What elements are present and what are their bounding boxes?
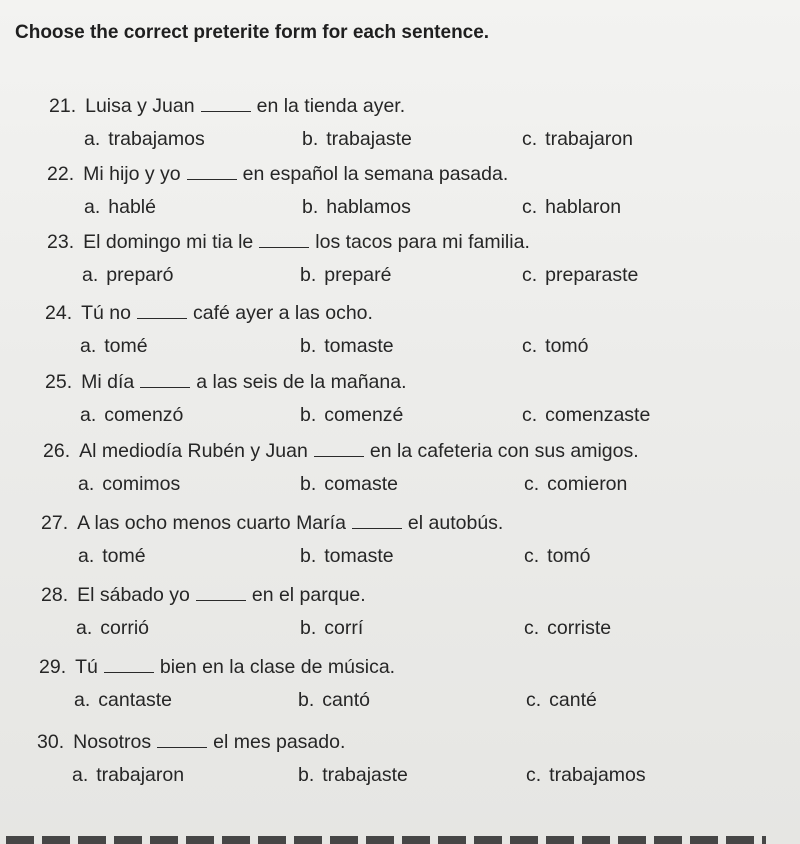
option-letter: b. [300, 264, 317, 286]
question-stem [43, 440, 639, 463]
answer-option [524, 617, 611, 640]
option-text: tomé [104, 335, 148, 357]
option-text: corriste [547, 617, 612, 639]
answer-option [76, 617, 149, 640]
option-text: preparaste [545, 264, 639, 286]
option-text: comaste [324, 473, 398, 495]
option-letter: c. [522, 404, 538, 426]
question-stem [45, 302, 373, 325]
answer-option [524, 545, 591, 568]
option-letter: a. [74, 689, 91, 711]
question-number: 22. [47, 163, 75, 185]
stem-text-after-blank: a las seis de la mañana. [196, 371, 407, 393]
option-text: hablé [108, 196, 156, 218]
answer-blank [314, 440, 364, 457]
option-text: preparé [324, 264, 392, 286]
option-text: canté [549, 689, 597, 711]
answer-blank [259, 231, 309, 248]
option-text: cantó [322, 689, 370, 711]
question-stem [45, 371, 407, 394]
answer-option [526, 764, 646, 787]
option-letter: c. [526, 764, 542, 786]
option-letter: a. [78, 545, 95, 567]
question-number: 21. [49, 95, 77, 117]
option-text: trabajaste [326, 128, 412, 150]
option-text: comenzaste [545, 404, 651, 426]
question-number: 23. [47, 231, 75, 253]
answer-option [300, 617, 363, 640]
option-letter: c. [526, 689, 542, 711]
cut-off-next-section [0, 828, 800, 844]
answer-blank [187, 163, 237, 180]
question-stem [41, 584, 366, 607]
question-item [0, 512, 800, 584]
option-text: trabajaron [96, 764, 185, 786]
question-number: 28. [41, 584, 69, 606]
option-letter: a. [84, 196, 101, 218]
option-letter: b. [300, 335, 317, 357]
stem-text-after-blank: en la cafeteria con sus amigos. [369, 440, 639, 462]
answer-option [522, 335, 589, 358]
option-letter: c. [524, 473, 540, 495]
option-letter: b. [300, 404, 317, 426]
answer-option [302, 196, 411, 219]
answer-option [78, 473, 180, 496]
question-item [0, 231, 800, 303]
option-letter: c. [524, 545, 540, 567]
question-number: 29. [39, 656, 67, 678]
option-text: cantaste [98, 689, 172, 711]
cut-off-text-fragment [6, 836, 766, 844]
option-letter: a. [82, 264, 99, 286]
stem-text-before-blank: El domingo mi tia le [83, 231, 254, 253]
option-text: comimos [102, 473, 181, 495]
stem-text-after-blank: café ayer a las ocho. [192, 302, 373, 324]
answer-blank [157, 731, 207, 748]
option-text: comenzó [104, 404, 184, 426]
option-text: corrí [324, 617, 364, 639]
option-text: trabajaste [322, 764, 408, 786]
question-item [0, 163, 800, 235]
question-stem [47, 163, 508, 186]
option-letter: c. [522, 128, 538, 150]
option-text: comenzé [324, 404, 404, 426]
option-letter: a. [78, 473, 95, 495]
answer-option [72, 764, 184, 787]
question-number: 27. [41, 512, 69, 534]
stem-text-before-blank: A las ocho menos cuarto María [77, 512, 346, 534]
option-letter: b. [300, 617, 317, 639]
answer-option [526, 689, 597, 712]
answer-option [300, 335, 394, 358]
option-text: tomó [547, 545, 591, 567]
option-text: hablaron [545, 196, 622, 218]
answer-option [300, 545, 394, 568]
option-letter: c. [522, 196, 538, 218]
answer-option [524, 473, 627, 496]
stem-text-after-blank: en la tienda ayer. [256, 95, 406, 117]
question-item [0, 440, 800, 512]
answer-option [522, 196, 621, 219]
answer-option [300, 404, 403, 427]
answer-option [298, 689, 370, 712]
answer-option [74, 689, 172, 712]
stem-text-before-blank: Nosotros [73, 731, 152, 753]
option-letter: a. [80, 335, 97, 357]
option-letter: b. [302, 128, 319, 150]
question-item [0, 95, 800, 167]
answer-option [82, 264, 173, 287]
answer-blank [196, 584, 246, 601]
answer-option [522, 404, 650, 427]
stem-text-before-blank: Mi día [81, 371, 135, 393]
question-stem [39, 656, 395, 679]
stem-text-before-blank: Tú no [81, 302, 131, 324]
question-item [0, 584, 800, 656]
option-text: tomaste [324, 545, 394, 567]
answer-blank [137, 302, 187, 319]
answer-option [80, 335, 148, 358]
question-stem [49, 95, 405, 118]
answer-option [302, 128, 412, 151]
stem-text-before-blank: Luisa y Juan [85, 95, 195, 117]
stem-text-after-blank: el autobús. [407, 512, 504, 534]
question-number: 25. [45, 371, 73, 393]
question-item [0, 371, 800, 443]
question-stem [41, 512, 503, 535]
stem-text-after-blank: el mes pasado. [213, 731, 346, 753]
answer-option [84, 128, 205, 151]
stem-text-before-blank: El sábado yo [77, 584, 190, 606]
option-text: tomó [545, 335, 589, 357]
option-letter: b. [298, 764, 315, 786]
option-text: corrió [100, 617, 150, 639]
answer-option [298, 764, 408, 787]
answer-blank [104, 656, 154, 673]
question-item [0, 656, 800, 728]
question-stem [37, 731, 345, 754]
option-letter: b. [300, 545, 317, 567]
option-text: trabajamos [549, 764, 646, 786]
instruction-heading: Choose the correct preterite form for each sentence. [15, 22, 490, 43]
option-letter: c. [522, 335, 538, 357]
question-number: 24. [45, 302, 73, 324]
answer-option [522, 264, 638, 287]
stem-text-after-blank: los tacos para mi familia. [315, 231, 530, 253]
answer-option [84, 196, 156, 219]
option-text: preparó [106, 264, 174, 286]
option-letter: a. [76, 617, 93, 639]
question-number: 26. [43, 440, 71, 462]
stem-text-before-blank: Mi hijo y yo [83, 163, 181, 185]
option-text: trabajamos [108, 128, 205, 150]
option-letter: a. [80, 404, 97, 426]
option-letter: b. [302, 196, 319, 218]
option-letter: b. [298, 689, 315, 711]
stem-text-before-blank: Tú [75, 656, 98, 678]
answer-option [300, 264, 391, 287]
stem-text-after-blank: bien en la clase de música. [159, 656, 396, 678]
option-text: hablamos [326, 196, 411, 218]
stem-text-after-blank: en el parque. [251, 584, 366, 606]
option-text: comieron [547, 473, 628, 495]
answer-blank [140, 371, 190, 388]
option-letter: a. [72, 764, 89, 786]
option-text: tomé [102, 545, 146, 567]
answer-option [80, 404, 183, 427]
question-item [0, 302, 800, 374]
stem-text-before-blank: Al mediodía Rubén y Juan [79, 440, 308, 462]
option-text: tomaste [324, 335, 394, 357]
option-letter: c. [522, 264, 538, 286]
answer-option [78, 545, 146, 568]
answer-option [522, 128, 633, 151]
option-text: trabajaron [545, 128, 633, 150]
answer-option [300, 473, 398, 496]
question-number: 30. [37, 731, 65, 753]
option-letter: a. [84, 128, 101, 150]
question-item [0, 731, 800, 803]
stem-text-after-blank: en español la semana pasada. [242, 163, 509, 185]
question-stem [47, 231, 530, 254]
option-letter: c. [524, 617, 540, 639]
answer-blank [352, 512, 402, 529]
answer-blank [201, 95, 251, 112]
option-letter: b. [300, 473, 317, 495]
